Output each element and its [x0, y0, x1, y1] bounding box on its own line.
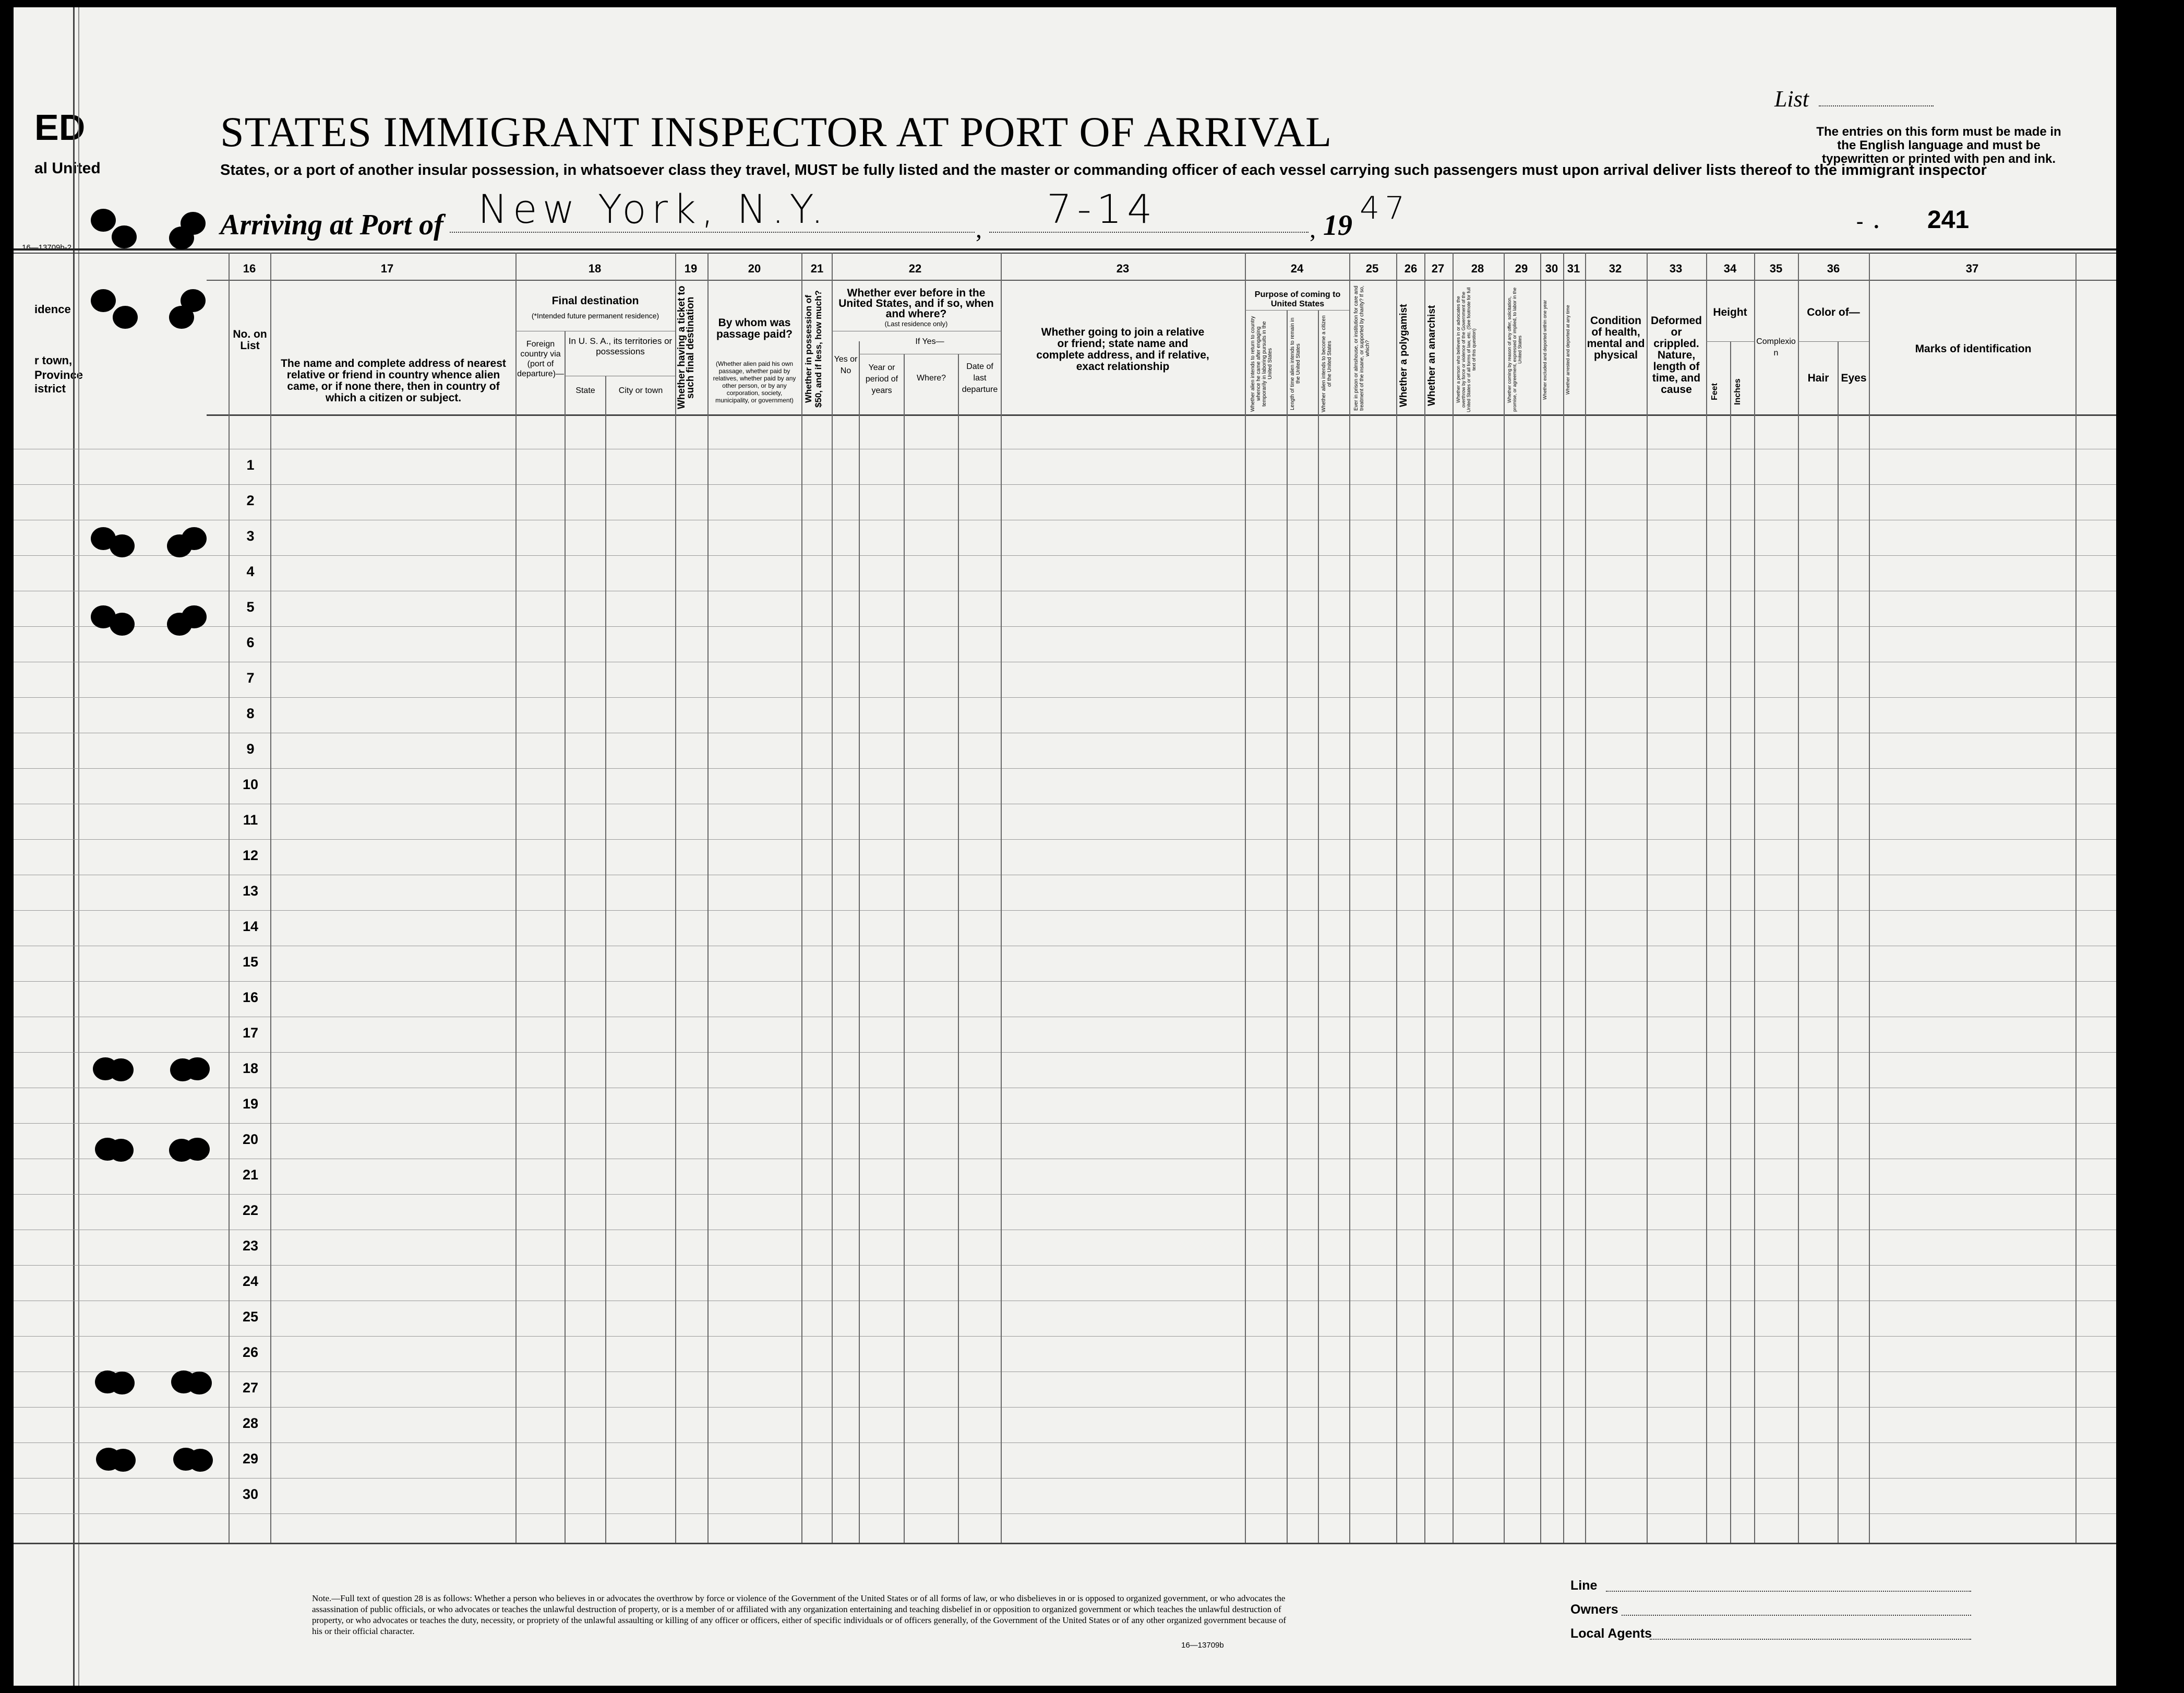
column-number: 20	[748, 262, 761, 275]
row-number: 8	[246, 706, 255, 721]
header-color-of: Color of—	[1807, 306, 1860, 318]
sheet-number: 241	[1927, 206, 1970, 234]
row-number: 27	[242, 1380, 259, 1396]
year-handwritten: 47	[1360, 190, 1410, 226]
form-number: 16—13709b	[1181, 1641, 1224, 1650]
column-number: 34	[1723, 262, 1737, 275]
row-number: 30	[242, 1486, 259, 1502]
binding-edge	[78, 7, 79, 1686]
header-inches: Inches	[1733, 378, 1742, 406]
page-subtitle: States, or a port of another insular possession, in whatsoever class they travel, MUST be fully listed and the master or commanding officer of each vessel carrying such passengers must upon arrival deliver lists thereof to the immigrant inspector	[220, 162, 1987, 178]
row-number: 19	[242, 1096, 259, 1112]
left-column-label: r town,	[34, 354, 73, 367]
header-prison: Ever in prison or almshouse, or institution for care and treatment of the insane, or supported by charity? If so, which?	[1353, 285, 1371, 411]
header-ever-before-note: (Last residence only)	[884, 320, 948, 328]
list-label-text: List	[1774, 86, 1809, 112]
column-number: 23	[1116, 262, 1130, 275]
punch-hole	[109, 1139, 134, 1162]
header-eyes: Eyes	[1841, 372, 1867, 384]
row-number: 24	[242, 1273, 259, 1289]
column-number: 33	[1669, 262, 1683, 275]
column-number: 30	[1545, 262, 1558, 275]
header-in-usa: In U. S. A., its territories or possessions	[568, 336, 673, 356]
punch-hole	[182, 605, 207, 628]
row-number: 6	[246, 635, 255, 650]
binding-edge	[73, 7, 75, 1686]
punch-hole	[112, 225, 137, 248]
column-number: 21	[810, 262, 824, 275]
column-number: 19	[684, 262, 698, 275]
header-excluded: Whether excluded and deported within one year	[1542, 300, 1547, 400]
row-number: 10	[242, 777, 259, 792]
header-polygamist: Whether a polygamist	[1398, 304, 1409, 407]
punch-hole	[185, 1138, 210, 1161]
header-purpose-return: Whether alien intends to return to country whence he came after engaging temporarily in laboring pursuits in the United States	[1250, 316, 1273, 412]
arriving-label: Arriving at Port of	[220, 209, 443, 241]
header-passage-paid: By whom was passage paid?	[716, 317, 793, 340]
row-number: 12	[242, 848, 259, 863]
header-ticket: Whether having a ticket to such final destination	[676, 285, 696, 410]
column-number: 18	[588, 262, 602, 275]
row-number: 29	[242, 1451, 259, 1467]
header-state: State	[575, 386, 595, 395]
punch-hole	[182, 527, 207, 550]
left-column-label: idence	[34, 303, 71, 316]
punch-hole	[181, 289, 206, 312]
header-hair: Hair	[1807, 372, 1829, 384]
punch-hole	[113, 306, 138, 329]
list-label	[1774, 86, 1934, 112]
footnote-question-28: Note.—Full text of question 28 is as follows: Whether a person who believes in or advocates the overthrow by force or violence of the Government of the United States or of all forms of law, or who disbelieves in or is opposed to organized government, or who advocates the assassination of public officials, or who advocates or teaches the unlawful destruction of property, or is a member of or affiliated with any organization entertaining and teaching disbelief in or opposition to organized government or which teaches the unlawful destruction of property, or who advocates or teaches the duty, necessity, or propriety of the unlawful assaulting or killing of any officer or officers, either of specific individuals or of officers generally, of the Government of the United States or of any other organized government because of his or their official character.	[312, 1593, 1287, 1636]
punch-hole	[110, 534, 135, 557]
punch-hole	[187, 1372, 212, 1394]
row-number: 15	[242, 954, 259, 970]
row-number: 9	[246, 741, 255, 757]
header-nearest-relative: The name and complete address of nearest relative or friend in country whence alien came, or if none there, then in country of which a citizen or subject.	[281, 357, 506, 404]
owners-label: Owners	[1570, 1602, 1618, 1617]
header-marks-identification: Marks of identification	[1915, 343, 2032, 355]
header-purpose-length: Length of time alien intends to remain in the United States	[1290, 317, 1301, 410]
header-fifty-dollars: Whether in possession of $50, and if less, how much?	[803, 290, 823, 408]
manifest-sheet: ED al United 16—13709b-2 idence r town, Province istrict STATES IMMIGRANT INSPECTOR AT PORT OF ARRIVAL States, or a port of another insular possession, in whatsoever class they travel, MUST be fully listed and the master or commanding officer of each vessel carrying such passengers must upon arrival deliver lists thereof to the immigrant inspector List The entries on this form must be made in the English language and must be typewritten or printed with pen and ink. Arriving at Port of New York, N.Y. , 7-14 , 19 47 - . 241 16 17 18 19 20 21 22 23 24 25 26 27 28 29 30 31 32 33 34 35 36 37 No. on List The name and complete address of nearest relative or friend in country whence alien came, or if none there, then in country of which a citizen or subject. Final destination (*Intended future permanent residence) Foreign country via (port of departure)— In U. S. A., its territories or possessions State City or town Whether having a ticket to such final destination By whom was passage paid? (Whether alien paid his own passage, whether paid by relatives, whether paid by any other person, or by any corporation, society, municipality, or government) Whether in possession of $50, and if less, how much? Whether ever before in the United States, and if so, when and where? (Last residence only) If Yes— Yes or No Year or period of years Where? Date of last departure Whether going to join a relative or friend; state name and complete address, and if relative, exact relationship Purpose of coming to United States Whether alien intends to return to country whence he came after engaging temporarily in laboring pursuits in the United States Length of time alien intends to remain in the United States Whether alien intends to become a citizen of the United States Ever in prison or almshouse, or institution for care and treatment of the insane, or supported by charity? If so, which? Whether a polygamist Whether an anarchist Whether a person who believes in or advocates the overthrow by force or violence of the Government of the United States or of all forms of law, etc. (See footnote for full text of this question) Whether coming by reason of any offer, solicitation, promise, or agreement, expressed or implied, to labor in the United States Whether excluded and deported within one year Whether arrested and deported at any time Condition of health, mental and physical Deformed or crippled. Nature, length of time, and cause Height Feet Inches Complexion Color of— Hair Eyes Marks of identification 1 2 3 4 5 6 7 8 9 10 11 12 13 14 15 16 17 18 19 20 21 22 23 24 25 26 27 28 29 30 Note.—Full text of question 28 is as follows: Whether a person who believes in or advocates the overthrow by force or violence of the Government of the United States or of all forms of law, or who disbelieves in or is opposed to organized government, or who advocates the assassination of public officials, or who advocates or teaches the unlawful destruction of property, or is a member of or affiliated with any organization entertaining and teaching disbelief in or opposition to organized government or which teaches the unlawful destruction of property, or who advocates or teaches the duty, necessity, or propriety of the unlawful assaulting or killing of any officer or officers, either of specific individuals or of officers generally, of the Government of the United States or of any other organized government because of his or their official character. 16—13709b Line Owners Local Agents	[14, 7, 2116, 1686]
row-number: 1	[246, 457, 255, 473]
row-number: 11	[243, 812, 258, 828]
left-fragment-subheading: al United	[34, 160, 101, 177]
header-height: Height	[1713, 306, 1747, 318]
left-fragment-heading: ED	[34, 107, 86, 148]
row-number: 20	[242, 1131, 259, 1147]
header-question-28: Whether a person who believes in or advocates the overthrow by force or violence of the Government of the United States or of all forms of law, etc. (See footnote for full text of this question)	[1456, 287, 1477, 412]
page-title: STATES IMMIGRANT INSPECTOR AT PORT OF ARRIVAL	[220, 108, 1333, 156]
header-purpose-citizen: Whether alien intends to become a citizen of the United States	[1321, 315, 1333, 412]
header-labor-offer: Whether coming by reason of any offer, solicitation, promise, or agreement, expressed or implied, to labor in the United States	[1507, 287, 1522, 412]
row-number: 5	[246, 599, 255, 615]
header-anarchist: Whether an anarchist	[1426, 305, 1437, 406]
punch-hole	[110, 1372, 135, 1394]
header-date-last-departure: Date of last departure	[962, 362, 998, 394]
column-number: 28	[1471, 262, 1484, 275]
column-number: 16	[243, 262, 256, 275]
column-number: 22	[908, 262, 922, 275]
row-number: 2	[246, 493, 255, 508]
column-number: 32	[1609, 262, 1622, 275]
column-number: 24	[1290, 262, 1304, 275]
punch-hole	[185, 1057, 210, 1080]
header-foreign-country: Foreign country via (port of departure)—	[517, 340, 564, 378]
header-final-destination: Final destination	[551, 295, 639, 307]
left-column-label: istrict	[34, 382, 66, 395]
row-number: 13	[242, 883, 259, 899]
row-number: 22	[242, 1202, 259, 1218]
header-complexion: Complexion	[1756, 337, 1796, 357]
punch-hole	[91, 289, 116, 312]
left-column-label: Province	[34, 368, 83, 381]
row-number: 25	[242, 1309, 259, 1325]
column-number: 35	[1769, 262, 1783, 275]
row-number: 3	[246, 528, 255, 544]
punch-hole	[181, 212, 206, 235]
row-number: 21	[242, 1167, 259, 1183]
header-deformed: Deformed or crippled. Nature, length of time, and cause	[1650, 315, 1702, 396]
column-number: 17	[380, 262, 394, 275]
row-number: 4	[246, 564, 255, 579]
column-number: 37	[1965, 262, 1979, 275]
header-feet: Feet	[1710, 383, 1719, 401]
header-no-on-list: No. on List	[233, 328, 267, 352]
line-label: Line	[1570, 1578, 1598, 1593]
header-if-yes: If Yes—	[915, 337, 944, 346]
header-city: City or town	[618, 386, 663, 395]
header-join-relative: Whether going to join a relative or friend; state name and complete address, and if relative, exact relationship	[1036, 326, 1209, 373]
row-number: 18	[242, 1060, 259, 1076]
header-health: Condition of health, mental and physical	[1587, 315, 1645, 361]
date-handwritten: 7-14	[1047, 186, 1158, 232]
header-ever-before: Whether ever before in the United States, and if so, when and where?	[838, 287, 994, 320]
header-final-destination-note: (*Intended future permanent residence)	[531, 312, 659, 320]
year-prefix: 19	[1323, 209, 1352, 242]
column-number: 26	[1404, 262, 1418, 275]
header-yes-no: Yes or No	[834, 355, 858, 375]
column-number: 29	[1515, 262, 1528, 275]
header-purpose: Purpose of coming to United States	[1254, 290, 1341, 308]
row-number: 23	[242, 1238, 259, 1254]
punch-hole	[188, 1449, 213, 1472]
instructions-notice: The entries on this form must be made in the English language and must be typewritten or printed with pen and ink.	[1816, 125, 2061, 166]
row-number: 17	[242, 1025, 259, 1041]
port-handwritten: New York, N.Y.	[478, 186, 829, 232]
punch-hole	[109, 1058, 134, 1081]
header-year-period: Year or period of years	[865, 363, 898, 395]
left-form-number: 16—13709b-2	[22, 243, 72, 252]
header-arrested: Whether arrested and deported at any time	[1565, 305, 1570, 395]
row-number: 7	[246, 670, 255, 686]
row-number: 28	[242, 1415, 259, 1431]
row-number: 26	[242, 1344, 259, 1360]
local-agents-label: Local Agents	[1570, 1626, 1652, 1641]
punch-hole	[91, 209, 116, 232]
row-number: 16	[242, 989, 259, 1005]
header-where: Where?	[916, 374, 946, 383]
punch-hole	[110, 613, 135, 636]
column-number: 27	[1431, 262, 1445, 275]
column-number: 31	[1567, 262, 1580, 275]
column-number: 25	[1365, 262, 1379, 275]
header-passage-paid-note: (Whether alien paid his own passage, whether paid by relatives, whether paid by any other person, or by any corporation, society, municipality, or government)	[713, 360, 796, 404]
column-number: 36	[1827, 262, 1840, 275]
row-number: 14	[242, 919, 259, 934]
punch-hole	[111, 1449, 136, 1472]
